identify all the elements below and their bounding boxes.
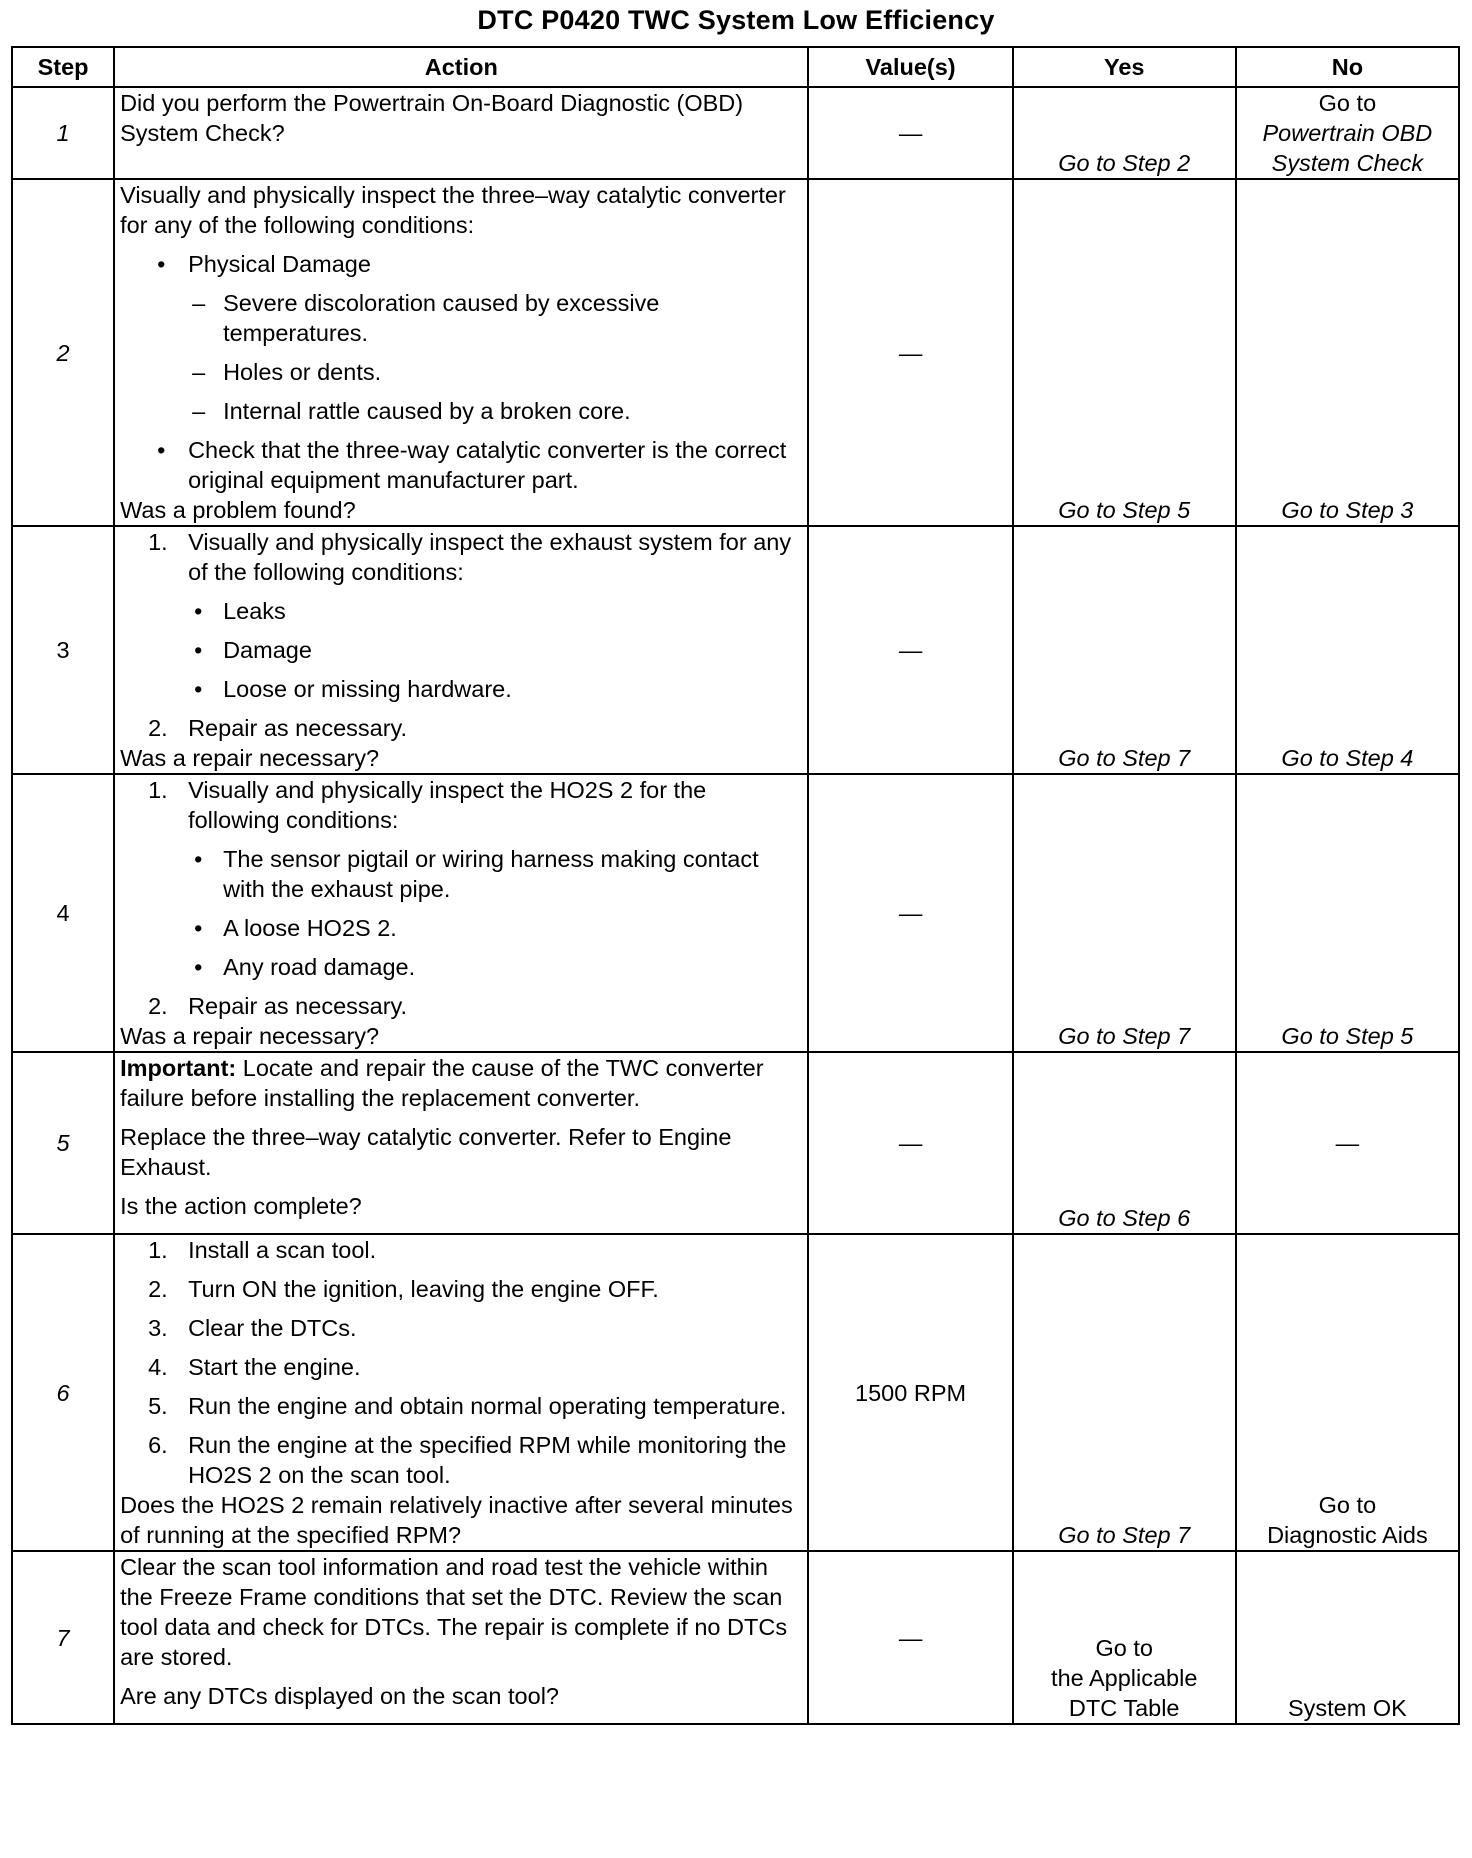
action-cell (114, 87, 808, 179)
action-intro: Visually and physically inspect the three–way catalytic converter for any of the following conditions: (120, 182, 786, 238)
action-question: Does the HO2S 2 remain relatively inactive after several minutes of running at the specified RPM? (120, 1492, 793, 1548)
list-item: • Any road damage. (194, 954, 416, 980)
action-question: Are any DTCs displayed on the scan tool? (120, 1683, 559, 1709)
action-cell (114, 1052, 808, 1234)
action-question: Is the action complete? (120, 1193, 362, 1219)
step-number: 3 (12, 526, 114, 774)
table-row-step-5 (12, 1052, 1459, 1234)
important-note: Important: Locate and repair the cause of the TWC converter failure before installing the replacement converter. (120, 1055, 764, 1111)
action-question: Was a repair necessary? (120, 745, 380, 771)
action-question: Was a problem found? (120, 497, 356, 523)
table-header-row (12, 47, 1459, 87)
list-item: • Leaks (194, 598, 286, 624)
yes-cell: Go to Step 7 (1013, 774, 1236, 1052)
header-no: No (1236, 47, 1459, 87)
list-item: • Check that the three-way catalytic converter is the correct original equipment manufacturer part. (157, 437, 787, 493)
header-values: Value(s) (808, 47, 1012, 87)
value-cell: — (808, 526, 1012, 774)
list-item: • The sensor pigtail or wiring harness making contact with the exhaust pipe. (194, 846, 759, 902)
step-number: 7 (12, 1551, 114, 1724)
page-title: DTC P0420 TWC System Low Efficiency (477, 5, 995, 35)
no-cell: Go to Step 5 (1236, 774, 1459, 1052)
list-item: – Severe discoloration caused by excessive temperatures. (192, 290, 660, 346)
step-number: 1 (12, 87, 114, 179)
list-item: • Loose or missing hardware. (194, 676, 512, 702)
yes-cell: Go to Step 7 (1013, 526, 1236, 774)
no-cell: System OK (1236, 1551, 1459, 1724)
yes-cell: Go to Step 7 (1013, 1234, 1236, 1551)
table-row-step-4 (12, 774, 1459, 1052)
action-cell (114, 1234, 808, 1551)
list-item: 2. Repair as necessary. (148, 993, 408, 1019)
list-item: 1. Install a scan tool. (148, 1237, 377, 1263)
action-text: Did you perform the Powertrain On-Board Diagnostic (OBD) System Check? (120, 90, 744, 146)
list-item: 1. Visually and physically inspect the exhaust system for any of the following conditions: • Leaks • Damage • Loose or missing hardware. (120, 527, 802, 704)
table-row-step-6 (12, 1234, 1459, 1551)
no-cell: Go to Step 4 (1236, 526, 1459, 774)
list-item: 6. Run the engine at the specified RPM while monitoring the HO2S 2 on the scan tool. (148, 1432, 787, 1488)
value-cell: 1500 RPM (808, 1234, 1012, 1551)
no-cell: Go to Step 3 (1236, 179, 1459, 526)
list-item: 4. Start the engine. (148, 1354, 361, 1380)
list-item: 2. Turn ON the ignition, leaving the engine OFF. (148, 1276, 659, 1302)
action-question: Was a repair necessary? (120, 1023, 380, 1049)
value-cell: — (808, 1052, 1012, 1234)
action-text: Replace the three–way catalytic converter. Refer to Engine Exhaust. (120, 1124, 732, 1180)
yes-cell: Go to the Applicable DTC Table (1013, 1551, 1236, 1724)
action-text: Clear the scan tool information and road test the vehicle within the Freeze Frame conditions that set the DTC. Review the scan tool data and check for DTCs. The repair is complete if no DTCs are stored. (120, 1554, 788, 1670)
action-cell (114, 1551, 808, 1724)
list-item: • Physical Damage – Severe discoloration caused by excessive temperatures. – Holes or dents. – Internal rattle caused by a broken core. (120, 249, 802, 426)
value-cell: — (808, 87, 1012, 179)
list-item: 5. Run the engine and obtain normal operating temperature. (148, 1393, 787, 1419)
list-item: • Damage (194, 637, 312, 663)
yes-cell: Go to Step 6 (1013, 1052, 1236, 1234)
header-action: Action (114, 47, 808, 87)
table-row-step-7 (12, 1551, 1459, 1724)
value-cell: — (808, 179, 1012, 526)
diagnostic-table (11, 46, 1460, 1725)
yes-cell: Go to Step 5 (1013, 179, 1236, 526)
table-row-step-1 (12, 87, 1459, 179)
step-number: 5 (12, 1052, 114, 1234)
step-number: 4 (12, 774, 114, 1052)
header-step: Step (12, 47, 114, 87)
yes-cell: Go to Step 2 (1013, 87, 1236, 179)
value-cell: — (808, 774, 1012, 1052)
list-item: 2. Repair as necessary. (148, 715, 408, 741)
action-cell (114, 774, 808, 1052)
action-cell (114, 526, 808, 774)
list-item: • A loose HO2S 2. (194, 915, 397, 941)
no-cell: Go to Diagnostic Aids (1236, 1234, 1459, 1551)
action-cell (114, 179, 808, 526)
list-item: 3. Clear the DTCs. (148, 1315, 357, 1341)
no-cell: Go to Powertrain OBD System Check (1236, 87, 1459, 179)
header-yes: Yes (1013, 47, 1236, 87)
list-item: – Holes or dents. (192, 359, 382, 385)
list-item: – Internal rattle caused by a broken core. (192, 398, 631, 424)
no-cell: — (1236, 1052, 1459, 1234)
table-row-step-2 (12, 179, 1459, 526)
step-number: 6 (12, 1234, 114, 1551)
step-number: 2 (12, 179, 114, 526)
table-row-step-3 (12, 526, 1459, 774)
value-cell: — (808, 1551, 1012, 1724)
list-item: 1. Visually and physically inspect the HO2S 2 for the following conditions: • The sensor pigtail or wiring harness making contact with the exhaust pipe. • A loose HO2S 2. • Any road damage. (120, 775, 802, 982)
